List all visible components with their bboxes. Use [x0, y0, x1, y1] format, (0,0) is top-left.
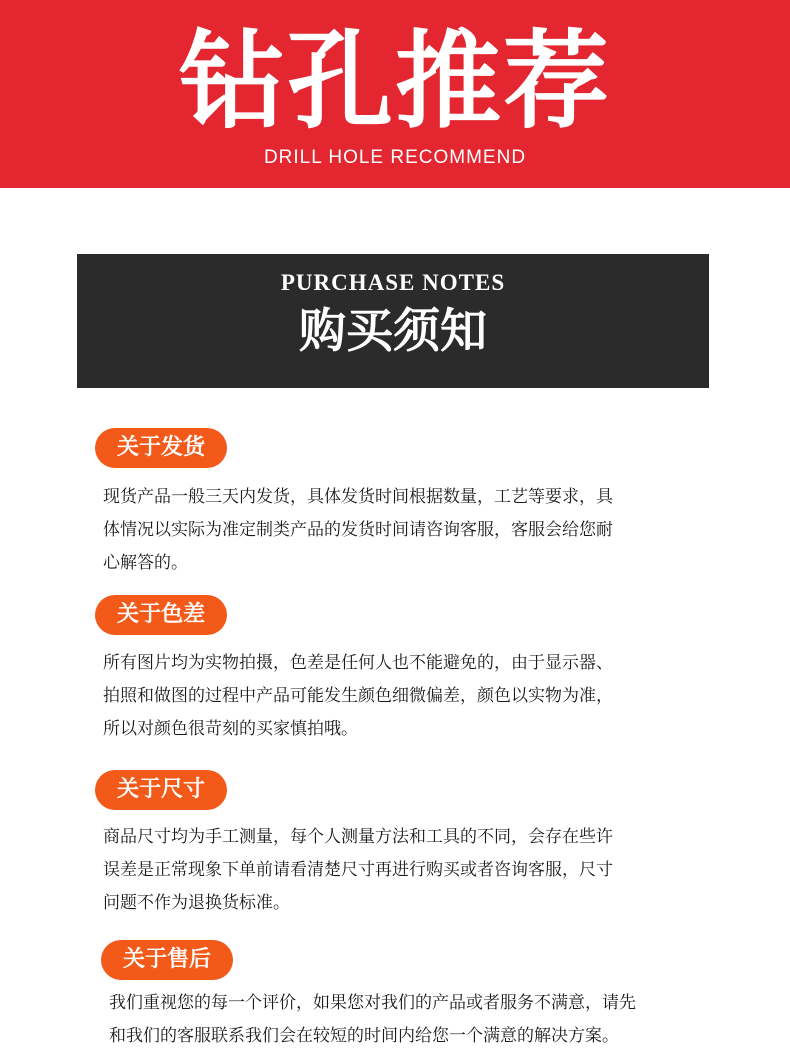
section-tag-shipping: 关于发货	[95, 428, 227, 468]
text-line: 所有图片均为实物拍摄，色差是任何人也不能避免的，由于显示器、	[103, 653, 613, 673]
purchase-notes-title-zh: 购买须知	[299, 304, 487, 359]
section-text-color-difference	[103, 647, 703, 746]
text-line: 心解答的。	[103, 553, 188, 573]
top-banner	[0, 0, 790, 188]
text-line: 误差是正常现象下单前请看清楚尺寸再进行购买或者咨询客服，尺寸	[103, 860, 613, 880]
purchase-notes-title-en: PURCHASE NOTES	[280, 270, 506, 295]
purchase-notes-header	[77, 254, 709, 388]
section-tag-size: 关于尺寸	[95, 770, 227, 810]
text-line: 问题不作为退换货标准。	[103, 893, 290, 913]
section-text-size	[103, 821, 703, 920]
text-line: 现货产品一般三天内发货，具体发货时间根据数量，工艺等要求，具	[103, 487, 613, 507]
section-tag-after-sales: 关于售后	[101, 940, 233, 980]
text-line: 商品尺寸均为手工测量，每个人测量方法和工具的不同，会存在些许	[103, 827, 613, 847]
text-line: 体情况以实际为准定制类产品的发货时间请咨询客服，客服会给您耐	[103, 520, 613, 540]
text-line: 和我们的客服联系我们会在较短的时间内给您一个满意的解决方案。	[109, 1026, 619, 1046]
banner-subtitle: DRILL HOLE RECOMMEND	[263, 147, 527, 168]
text-line: 所以对颜色很苛刻的买家慎拍哦。	[103, 719, 358, 739]
text-line: 我们重视您的每一个评价，如果您对我们的产品或者服务不满意，请先	[109, 993, 636, 1013]
banner-title: 钻孔推荐	[179, 20, 611, 143]
section-text-after-sales	[109, 987, 719, 1053]
text-line: 拍照和做图的过程中产品可能发生颜色细微偏差，颜色以实物为准，	[103, 686, 613, 706]
section-text-shipping	[103, 481, 703, 580]
section-tag-color-difference: 关于色差	[95, 595, 227, 635]
